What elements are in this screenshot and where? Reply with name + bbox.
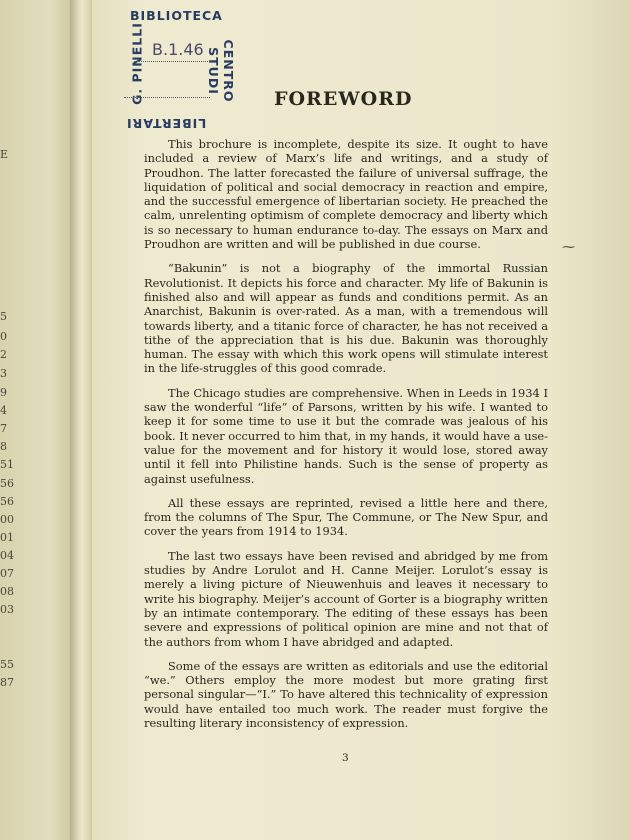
facing-page-number: 04 (0, 549, 14, 562)
facing-page-numbers (0, 0, 30, 840)
facing-page-number: 8 (0, 440, 7, 453)
facing-page-number: 51 (0, 458, 14, 471)
pencil-margin-mark: ⁓ (562, 240, 575, 255)
stamp-right-text: CENTRO STUDI (206, 39, 236, 103)
paragraph: The Chicago studies are comprehensive. When in Leeds in 1934 I saw the wonderful “life” of Parsons, written by his wife. I wanted to keep it for some time to use it but the comrade was jealous of his book. It never occurred to him that, in my hands, it would have a use-value for the movement and for history it would lose, stored away until it fell into Philistine hands. Such is the sense of property as against usefulness. (144, 385, 548, 486)
page-title: FOREWORD (274, 88, 413, 110)
stamp-bottom-text: LIBERTARI (126, 116, 207, 131)
facing-page-number: 7 (0, 422, 7, 435)
facing-page-number: 0 (0, 330, 7, 343)
shelfmark: B.1.46 (152, 40, 204, 59)
stamp-top-text: BIBLIOTECA (130, 8, 223, 23)
book-page (92, 0, 630, 840)
paragraph: “Bakunin” is not a biography of the immortal Russian Revolutionist. It depicts his force and character. My life of Bakunin is finished also and will appear as funds and conditions permit. As an Anarchist, Bakunin is over-rated. As a man, with a tremendous will towards liberty, and a titanic force of character, he has not received a tithe of the appreciation that is his due. Bakunin was thoroughly human. The essay with which this work opens will stimulate interest in the life-struggles of this good comrade. (144, 261, 548, 376)
page-number: 3 (342, 752, 349, 764)
body-text (144, 137, 548, 740)
paragraph: Some of the essays are written as editorials and use the editorial “we.” Others employ the more modest but more grating first personal singular—“I.” To have altered this technicality of expression would have entailed too much work. The reader must forgive the resulting literary inconsistency of expression. (144, 658, 548, 730)
stamp-dotted-line (124, 97, 210, 98)
facing-page-number: 08 (0, 585, 14, 598)
stamp-dotted-line (134, 61, 212, 62)
facing-page-number: 56 (0, 495, 14, 508)
facing-page-number: 87 (0, 676, 14, 689)
facing-page-number: 56 (0, 477, 14, 490)
facing-page-number: 5 (0, 310, 7, 323)
paragraph: This brochure is incomplete, despite its size. It ought to have included a review of Marx’s life and writings, and a study of Proudhon. The latter forecasted the failure of universal suffrage, the liquidation of political and social democracy in reaction and empire, and the successful emergence of libertarian society. He preached the calm, unrelenting optimism of complete democracy and liberty which is so necessary to human endurance to-day. The essays on Marx and Proudhon are written and will be published in due course. (144, 137, 548, 252)
library-stamp (106, 4, 236, 138)
facing-page-number: 2 (0, 348, 7, 361)
facing-page-number: 01 (0, 531, 14, 544)
facing-page-number: E (0, 148, 9, 161)
facing-page-number: 07 (0, 567, 14, 580)
facing-page-number: 00 (0, 513, 14, 526)
facing-page-number: 03 (0, 603, 14, 616)
paragraph: The last two essays have been revised and abridged by me from studies by Andre Lorulot and H. Canne Meijer. Lorulot’s essay is merely a living picture of Nieuwenhuis and leaves it necessary to write his biography. Meijer’s account of Gorter is a biography written by an intimate contemporary. The editing of these essays has been severe and expressions of political opinion are mine and not that of the authors from whom I have abridged and adapted. (144, 548, 548, 649)
paragraph: All these essays are reprinted, revised a little here and there, from the columns of The Spur, The Commune, or The New Spur, and cover the years from 1914 to 1934. (144, 495, 548, 539)
facing-page-number: 4 (0, 404, 7, 417)
facing-page-number: 3 (0, 367, 7, 380)
facing-page-number: 55 (0, 658, 14, 671)
stamp-left-text: G. PINELLI (129, 22, 145, 105)
facing-page-number: 9 (0, 386, 7, 399)
